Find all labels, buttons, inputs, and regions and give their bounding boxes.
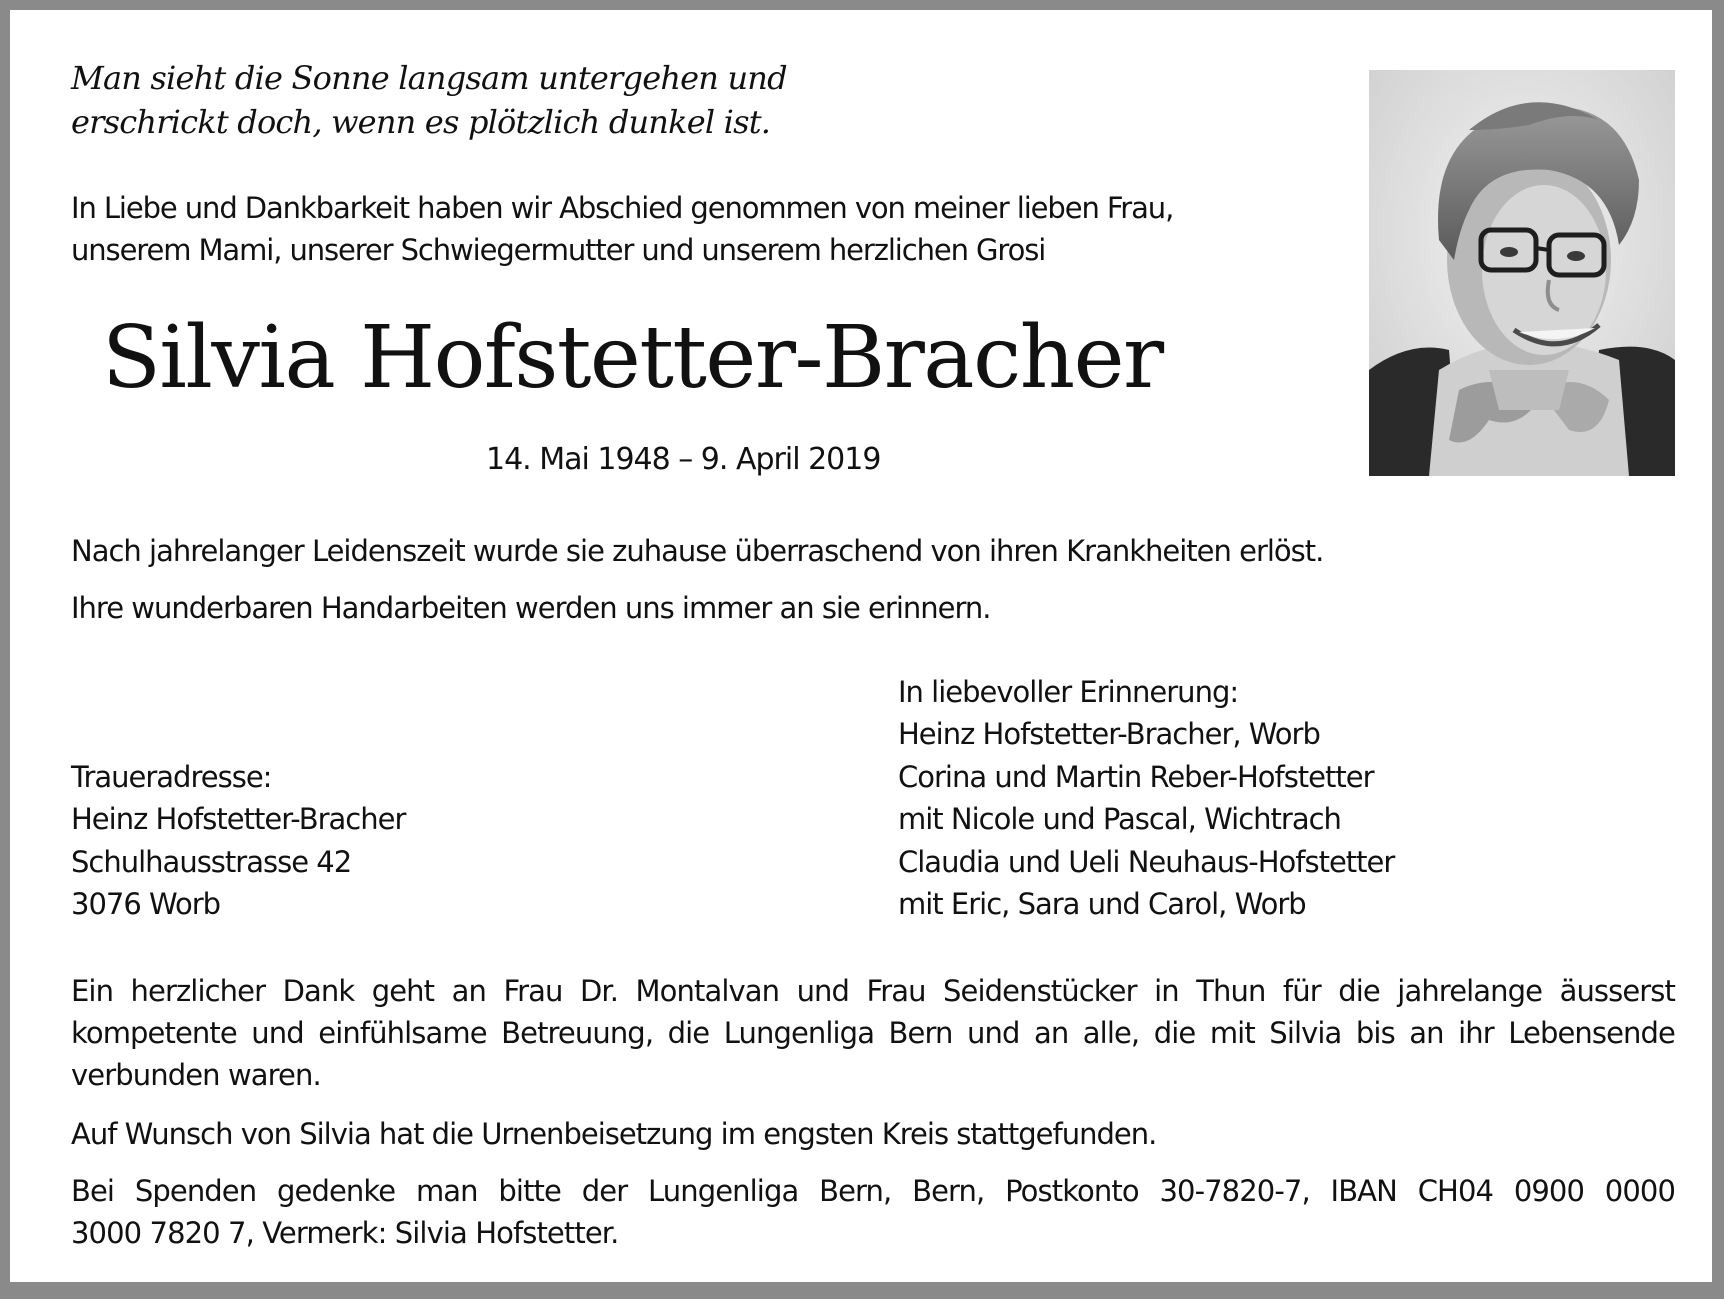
address-street: Schulhausstrasse 42 xyxy=(71,844,352,879)
address-name: Heinz Hofstetter-Bracher xyxy=(71,802,406,837)
mourners-list xyxy=(898,671,1394,925)
portrait-photo xyxy=(1369,70,1675,476)
mourner-entry: Corina und Martin Reber-Hofstetter xyxy=(898,759,1374,794)
motto-line: Man sieht die Sonne langsam untergehen und xyxy=(71,59,787,97)
intro-line: unserem Mami, unserer Schwiegermutter und unserem herzlichen Grosi xyxy=(71,233,1046,267)
motto-quote xyxy=(71,56,787,144)
thanks-line: Ein herzlicher Dank geht an Frau Dr. Montalvan und Frau Seidenstücker in Thun für die jahrelange äusserst xyxy=(71,974,1675,1008)
donation-line: Bei Spenden gedenke man bitte der Lungenliga Bern, Bern, Postkonto 30-7820-7, IBAN CH04 0900 0000 xyxy=(71,1174,1675,1208)
life-dates: 14. Mai 1948 – 9. April 2019 xyxy=(486,442,881,477)
deceased-name: Silvia Hofstetter-Bracher xyxy=(102,308,1163,408)
mourner-entry: mit Eric, Sara und Carol, Worb xyxy=(898,887,1306,922)
mourning-address xyxy=(71,756,405,926)
donation-paragraph xyxy=(71,1170,1675,1254)
address-city: 3076 Worb xyxy=(71,887,221,922)
donation-line: 3000 7820 7, Vermerk: Silvia Hofstetter. xyxy=(71,1216,619,1250)
portrait-image xyxy=(1369,70,1675,476)
burial-note: Auf Wunsch von Silvia hat die Urnenbeisetzung im engsten Kreis stattgefunden. xyxy=(71,1117,1157,1151)
thanks-line: kompetente und einfühlsame Betreuung, die Lungenliga Bern und an alle, die mit Silvia bis an ihr Lebensende xyxy=(71,1016,1675,1050)
intro-text xyxy=(71,187,1173,271)
motto-line: erschrickt doch, wenn es plötzlich dunkel ist. xyxy=(71,103,771,141)
mourner-entry: Heinz Hofstetter-Bracher, Worb xyxy=(898,717,1320,752)
thanks-line: verbunden waren. xyxy=(71,1058,321,1092)
paragraph-relief: Nach jahrelanger Leidenszeit wurde sie zuhause überraschend von ihren Krankheiten erlöst. xyxy=(71,534,1324,568)
intro-line: In Liebe und Dankbarkeit haben wir Abschied genommen von meiner lieben Frau, xyxy=(71,191,1174,225)
mourners-heading: In liebevoller Erinnerung: xyxy=(898,675,1239,709)
address-heading: Traueradresse: xyxy=(71,760,272,794)
paragraph-handicrafts: Ihre wunderbaren Handarbeiten werden uns immer an sie erinnern. xyxy=(71,591,991,625)
thanks-paragraph xyxy=(71,970,1675,1096)
mourner-entry: mit Nicole und Pascal, Wichtrach xyxy=(898,802,1341,837)
mourner-entry: Claudia und Ueli Neuhaus-Hofstetter xyxy=(898,844,1395,879)
